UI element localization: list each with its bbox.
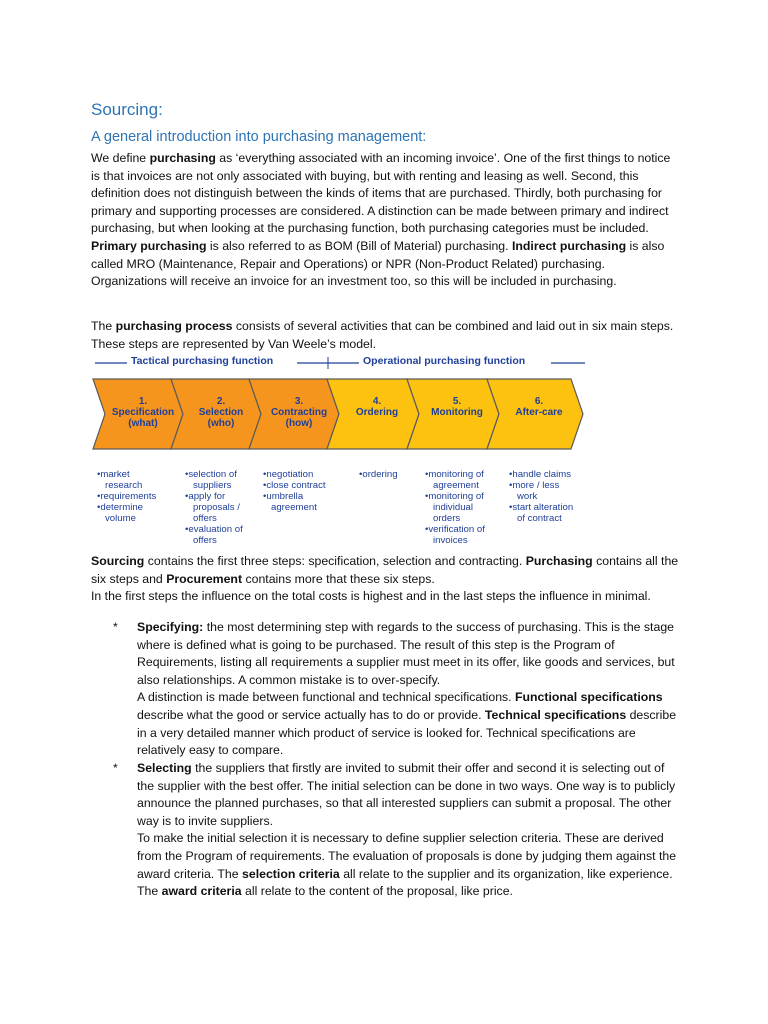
activity-line: •monitoring of: [425, 469, 484, 480]
activities-step-2: [185, 469, 243, 546]
bold-term: Procurement: [166, 571, 243, 586]
activity-line: agreement: [263, 502, 317, 513]
bullet-text: [137, 619, 683, 760]
step-label: 6. After-care: [515, 396, 563, 418]
text-run: all relate to the supplier and its organization, like experience. The: [137, 866, 673, 899]
activity-line: work: [509, 491, 538, 502]
text-run: the suppliers that firstly are invited to submit their offer and second it is selecting out of the supplier with the best offer. The initial selection can be done in two ways. One way is to publicly announce the planned purchases, so that all interested suppliers can submit a proposal. The other way is to invite suppliers.: [137, 761, 676, 828]
activity-line: individual: [425, 502, 473, 513]
bullet-text: [137, 760, 683, 901]
activity-line: offers: [185, 535, 217, 546]
text-run: We define: [91, 151, 150, 165]
bold-term: Functional specifications: [515, 690, 663, 705]
activity-line: •selection of: [185, 469, 237, 480]
bold-term: Purchasing: [525, 554, 593, 568]
activity-line: proposals /: [185, 502, 240, 513]
activity-line: •umbrella: [263, 491, 304, 502]
intro-paragraph: [91, 150, 681, 291]
text-run: contains the first three steps: specification, selection and contracting.: [144, 554, 526, 568]
process-paragraph: [91, 318, 681, 353]
text-run: The: [91, 319, 116, 333]
step-label: 1. Specification (what): [111, 396, 175, 429]
activity-line: •market: [97, 469, 130, 480]
text-run: To make the initial selection it is necessary to define supplier selection criteria. These are derived from the Program of requirements. The evaluation of proposals is done by judging them against the award criteria. The: [137, 831, 677, 881]
text-run: A distinction is made between functional and technical specifications.: [137, 690, 516, 705]
text-run: contains all the six steps and: [91, 554, 679, 586]
step-label: 3. Contracting (how): [270, 396, 328, 429]
text-run: is also called MRO (Maintenance, Repair and Operations) or NPR (Non-Product Related) purchasing. Organizations will receive an invoice for an investment too, so this will be included in purchasing.: [91, 238, 665, 289]
activity-line: research: [97, 480, 143, 491]
activity-line: •determine: [97, 502, 144, 513]
text-run: is also referred to as BOM (Bill of Material) purchasing.: [206, 238, 512, 253]
activity-line: orders: [425, 513, 461, 524]
bold-term: Sourcing: [91, 554, 145, 568]
bold-term: Primary purchasing: [91, 238, 207, 253]
activity-line: invoices: [425, 535, 468, 546]
text-run: as ‘everything associated with an incoming invoice’. One of the first things to notice is that invoices are not only associated with buying, but with renting and leasing as well. Second, this definition does not distinguish between the kinds of items that are purchased. Thirdly, both purchasing for primary and supporting processes are considered. A distinction can be made between primary and indirect purchasing, but when looking at the purchasing function, both purchasing categories must be included.: [91, 151, 671, 236]
bold-term: Specifying:: [137, 620, 204, 634]
activity-line: •handle claims: [509, 469, 572, 480]
activity-line: •monitoring of: [425, 491, 484, 502]
step-label: 5. Monitoring: [431, 396, 483, 418]
activity-line: •apply for: [185, 491, 226, 502]
activity-line: volume: [97, 513, 136, 524]
bullet-marker: *: [113, 761, 118, 775]
activity-line: •negotiation: [263, 469, 314, 480]
bold-term: award criteria: [161, 884, 242, 899]
text-run: all relate to the content of the proposal, like price.: [241, 884, 513, 899]
bold-term: Technical specifications: [484, 707, 627, 722]
text-run: consists of several activities that can be combined and laid out in six main steps. These steps are represented by Van Weele’s model.: [91, 319, 674, 351]
bold-term: purchasing process: [115, 319, 233, 333]
text-run: contains more that these six steps.: [242, 571, 435, 586]
activity-line: suppliers: [185, 480, 232, 491]
activity-line: •start alteration: [509, 502, 574, 513]
text-run: describe in a very detailed manner which product of service is looked for. Technical specifications are relatively easy to compare.: [137, 707, 677, 758]
activity-line: •more / less: [509, 480, 560, 491]
activity-line: •ordering: [359, 469, 398, 480]
bold-term: selection criteria: [242, 866, 340, 881]
step-label: 4. Ordering: [355, 396, 399, 418]
activity-line: •close contract: [263, 480, 326, 491]
section-heading: A general introduction into purchasing management:: [91, 129, 427, 145]
van-weele-model-diagram: [91, 352, 591, 552]
step-label: 2. Selection (who): [198, 396, 244, 429]
activities-step-1: [97, 469, 156, 524]
activities-step-4: [359, 469, 398, 480]
bold-term: Indirect purchasing: [511, 238, 627, 253]
text-run: describe what the good or service actually has to do or provide.: [137, 707, 485, 722]
activity-line: •verification of: [425, 524, 485, 535]
activity-line: agreement: [425, 480, 479, 491]
activity-line: •evaluation of: [185, 524, 243, 535]
activities-step-5: [425, 469, 485, 546]
activity-line: •requirements: [97, 491, 157, 502]
bold-term: purchasing: [149, 151, 216, 165]
operational-function-label: Operational purchasing function: [363, 355, 526, 367]
bold-term: Selecting: [137, 761, 192, 775]
text-run: the most determining step with regards to the success of purchasing. This is the stage where is defined what is going to be purchased. The result of this step is the Program of Requirements, listing all requirements a supplier must meet in its offer, like goods and services, but also relationships. A common mistake is to over-specify.: [137, 620, 675, 687]
page-title: Sourcing:: [91, 100, 163, 119]
activity-line: of contract: [509, 513, 562, 524]
activity-line: offers: [185, 513, 217, 524]
bullet-marker: *: [113, 620, 118, 634]
text-run: In the first steps the influence on the total costs is highest and in the last steps the influence in minimal.: [91, 589, 651, 604]
activities-step-6: [509, 469, 573, 524]
tactical-function-label: Tactical purchasing function: [131, 355, 274, 367]
sourcing-paragraph: [91, 553, 681, 606]
activities-step-3: [263, 469, 326, 513]
